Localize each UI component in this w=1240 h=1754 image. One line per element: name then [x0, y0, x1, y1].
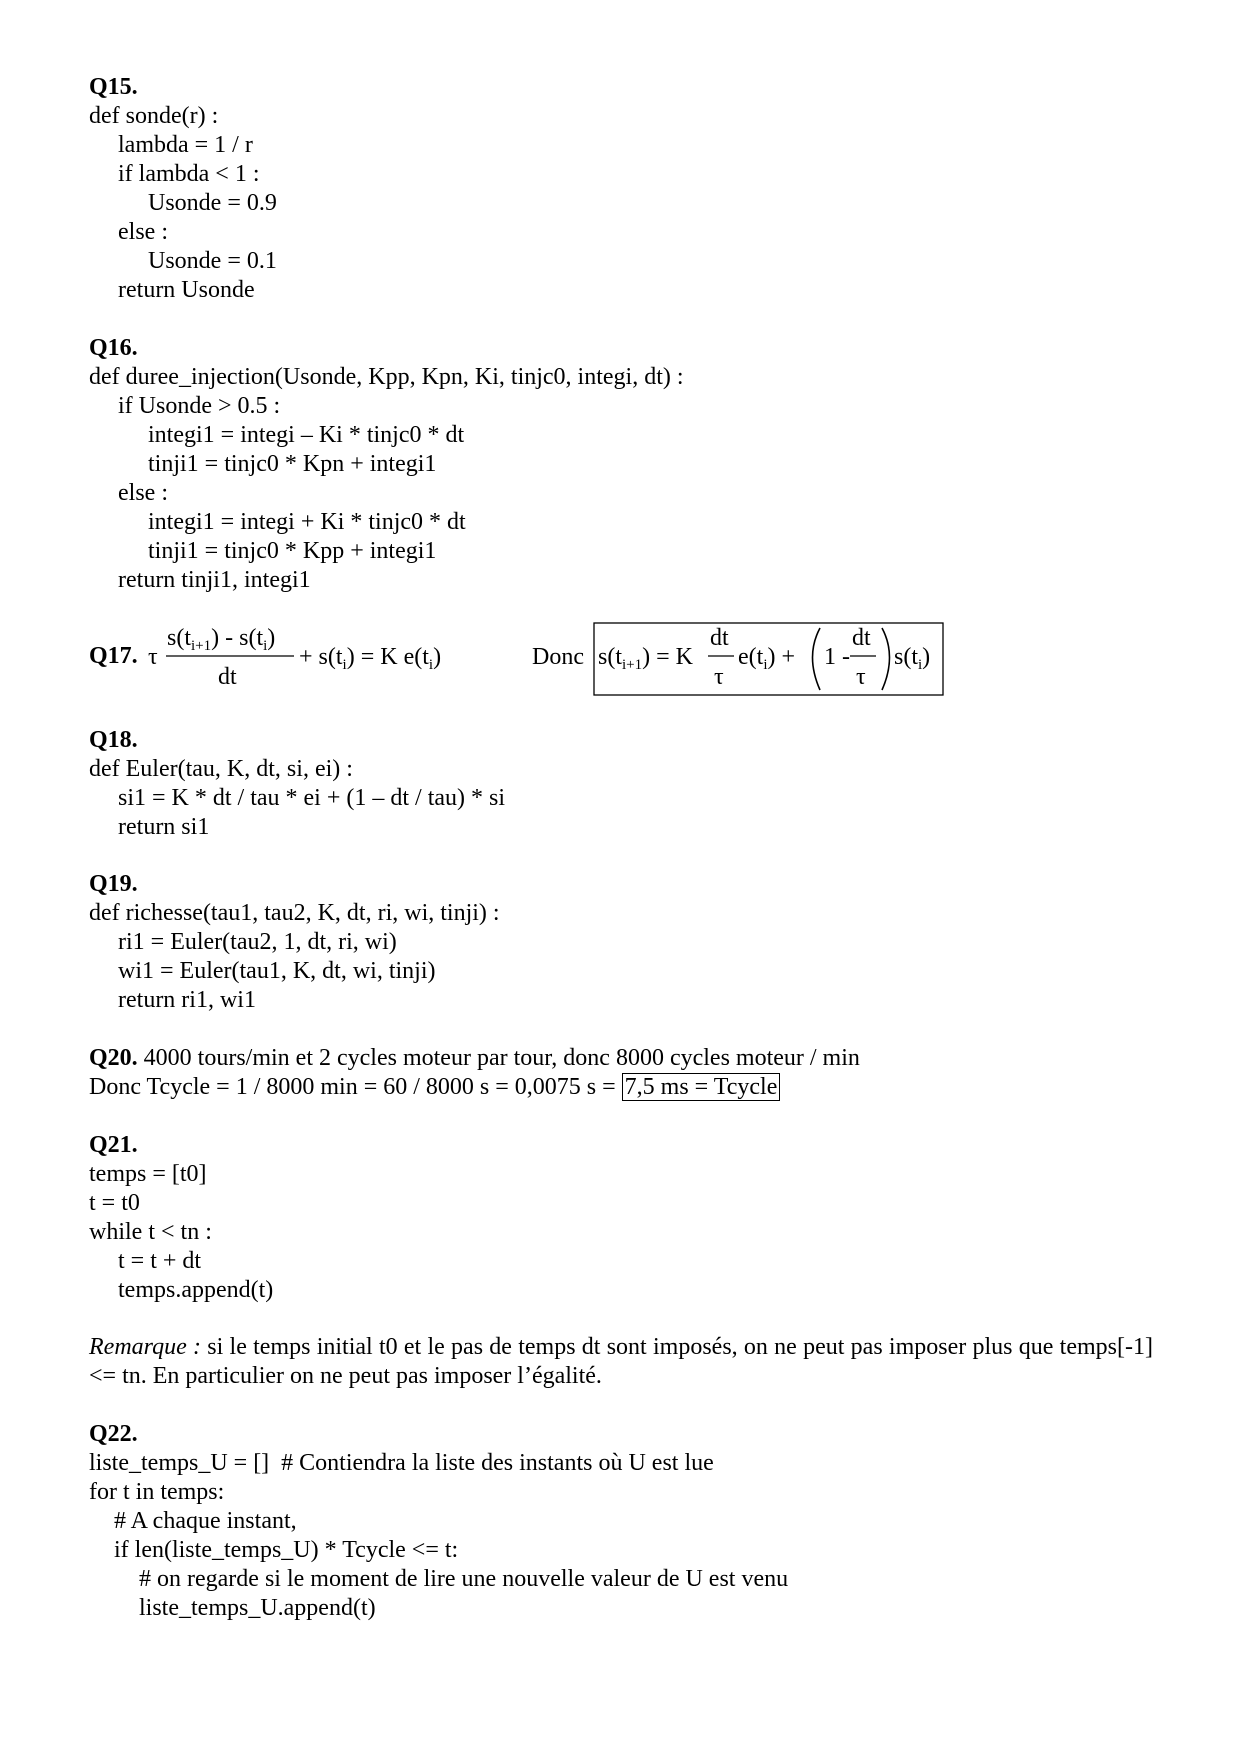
code-line: else : [118, 219, 168, 245]
code-line: liste_temps_U = [] # Contiendra la liste des instants où U est lue [89, 1450, 714, 1476]
q18-heading: Q18. [89, 727, 138, 753]
q15-heading: Q15. [89, 74, 138, 100]
code-line: temps.append(t) [118, 1277, 274, 1303]
numerator: $s(t_{i+1}) - s(t_i)$ [167, 625, 276, 654]
q17-heading: Q17. [89, 643, 138, 669]
code-comment: # A chaque instant, [114, 1508, 297, 1534]
code-line: for t in temps: [89, 1479, 225, 1505]
code-line: return si1 [118, 814, 210, 840]
q20-text: 4000 tours/min et 2 cycles moteur par tour, donc 8000 cycles moteur / min [137, 1045, 860, 1071]
donc-label: Donc [532, 644, 584, 670]
code-line: wi1 = Euler(tau1, K, dt, wi, tinji) [118, 958, 436, 984]
code-line: def duree_injection(Usonde, Kpp, Kpn, Ki, tinjc0, integi, dt) : [89, 364, 684, 390]
code-line: def sonde(r) : [89, 103, 219, 129]
remark-label: Remarque : [89, 1334, 201, 1360]
code-line: while t < tn : [89, 1219, 212, 1245]
code-line: return ri1, wi1 [118, 987, 256, 1013]
code-line: if Usonde > 0.5 : [118, 393, 281, 419]
result-tail: $s(t_i)$ [894, 644, 931, 673]
result-frac2-num: dt [852, 625, 871, 651]
code-line: temps = [t0] [89, 1161, 207, 1187]
left-paren [813, 628, 821, 690]
q20-line1 [89, 1044, 860, 1073]
code-comment: # on regarde si le moment de lire une nouvelle valeur de U est venu [139, 1566, 789, 1592]
code-line: return Usonde [118, 277, 255, 303]
tau-symbol: τ [148, 644, 158, 670]
code-line: ri1 = Euler(tau2, 1, dt, ri, wi) [118, 929, 397, 955]
code-line: si1 = K * dt / tau * ei + (1 – dt / tau) * si [118, 785, 506, 811]
denominator: dt [218, 664, 237, 690]
code-line: lambda = 1 / r [118, 132, 253, 158]
code-line: liste_temps_U.append(t) [139, 1595, 376, 1621]
result-frac2-den: τ [856, 664, 866, 690]
result-frac-den: τ [714, 664, 724, 690]
right-paren [882, 628, 890, 690]
code-line: def Euler(tau, K, dt, si, ei) : [89, 756, 353, 782]
code-line: Usonde = 0.9 [148, 190, 277, 216]
code-line: integi1 = integi – Ki * tinjc0 * dt [148, 422, 465, 448]
q19-heading: Q19. [89, 871, 138, 897]
result-frac-num: dt [710, 625, 729, 651]
result-lhs: $s(t_{i+1}) = K$ [598, 644, 693, 673]
result-mid: $e(t_i)$ + [738, 644, 796, 673]
q22-heading: Q22. [89, 1421, 138, 1447]
code-line: t = t0 [89, 1190, 140, 1216]
code-line: else : [118, 480, 168, 506]
q20-heading: Q20. [89, 1045, 138, 1071]
code-line: return tinji1, integi1 [118, 567, 311, 593]
q21-heading: Q21. [89, 1132, 138, 1158]
remark-text: si le temps initial t0 et le pas de temps dt sont imposés, on ne peut pas imposer plus que temps[-1] <= tn. En particulier on ne peut pas imposer l’égalité. [89, 1334, 1153, 1389]
code-line: Usonde = 0.1 [148, 248, 277, 274]
code-line: tinji1 = tinjc0 * Kpp + integi1 [148, 538, 437, 564]
q20-line2 [89, 1073, 780, 1102]
rhs: + $s(t_i) = K$ $e(t_i)$ [299, 644, 442, 673]
result-one-minus: 1 - [824, 644, 850, 670]
code-line: t = t + dt [118, 1248, 202, 1274]
code-line: tinji1 = tinjc0 * Kpn + integi1 [148, 451, 437, 477]
q20-result: 7,5 ms = Tcycle [622, 1073, 781, 1101]
q20-text: Donc Tcycle = 1 / 8000 min = 60 / 8000 s = 0,0075 s = [89, 1074, 622, 1100]
code-line: integi1 = integi + Ki * tinjc0 * dt [148, 509, 466, 535]
remark-paragraph [89, 1333, 1153, 1391]
code-line: if lambda < 1 : [118, 161, 260, 187]
q16-heading: Q16. [89, 335, 138, 361]
code-line: if len(liste_temps_U) * Tcycle <= t: [114, 1537, 459, 1563]
code-line: def richesse(tau1, tau2, K, dt, ri, wi, tinji) : [89, 900, 500, 926]
